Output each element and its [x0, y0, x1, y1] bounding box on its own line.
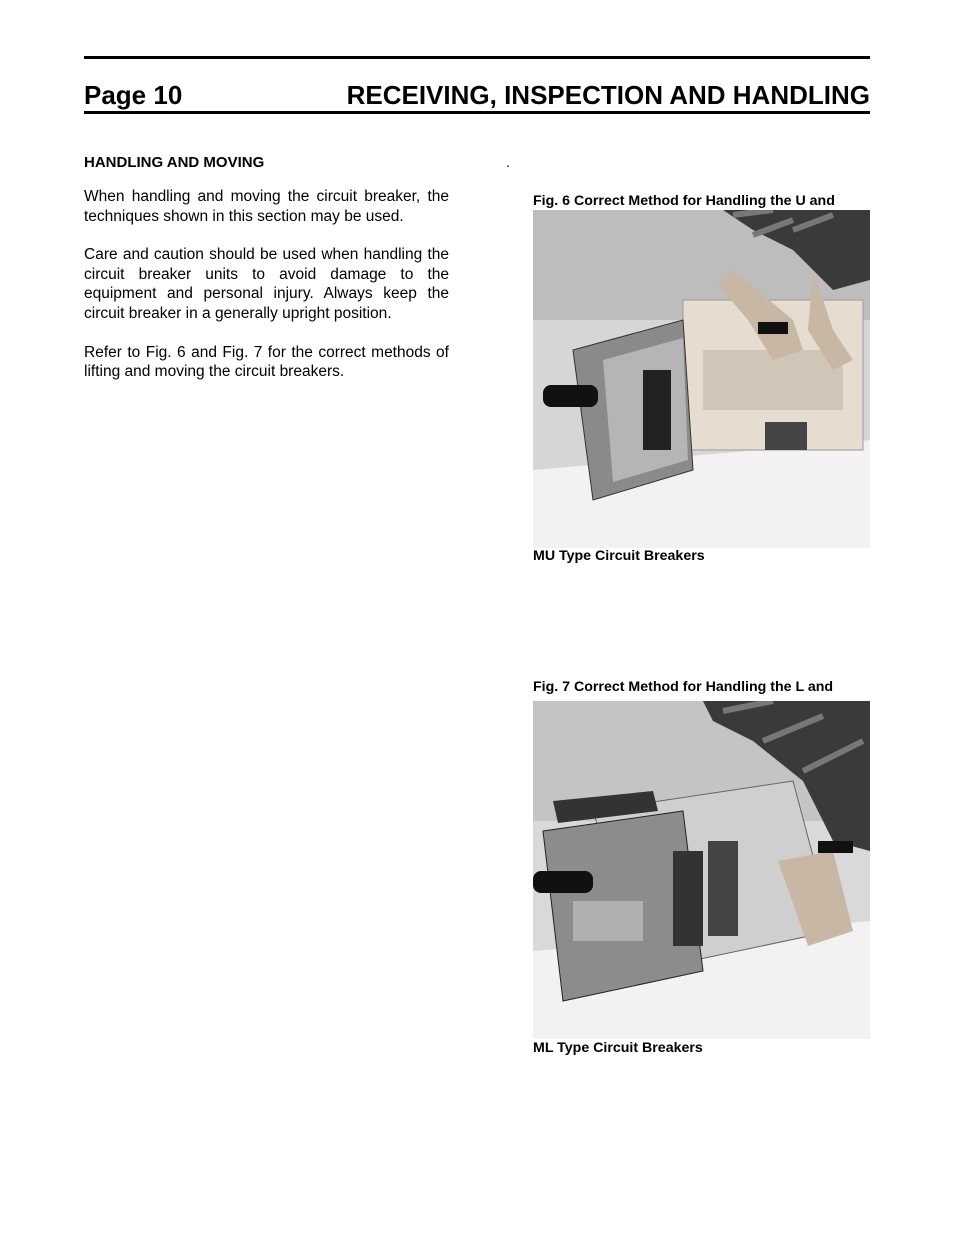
section-handling-moving: [84, 153, 449, 401]
figure-6-caption-top: Fig. 6 Correct Method for Handling the U and: [533, 193, 835, 209]
page-number: Page 10: [84, 80, 183, 110]
figure-7-caption-bottom: ML Type Circuit Breakers: [533, 1040, 703, 1056]
paragraph-caution: Care and caution should be used when handling the circuit breaker units to avoid damage to the equipment and personal injury. Always keep the circuit breaker in a generally upright position.: [84, 246, 449, 322]
paragraph-reference: Refer to Fig. 6 and Fig. 7 for the correct methods of lifting and moving the circuit breakers.: [84, 343, 449, 381]
figure-6-photo: [533, 210, 870, 548]
paragraph-intro: When handling and moving the circuit breaker, the techniques shown in this section may be used.: [84, 188, 449, 225]
page-title: RECEIVING, INSPECTION AND HANDLING: [346, 80, 870, 110]
header-rule-top: [84, 56, 870, 59]
section-heading: HANDLING AND MOVING: [84, 154, 265, 171]
figure-7-caption-top: Fig. 7 Correct Method for Handling the L and: [533, 679, 834, 695]
figure-7-photo: [533, 701, 870, 1039]
stray-mark: .: [506, 154, 510, 170]
figure-6-caption-bottom: MU Type Circuit Breakers: [533, 548, 705, 564]
header-rule-bottom: [84, 111, 870, 114]
